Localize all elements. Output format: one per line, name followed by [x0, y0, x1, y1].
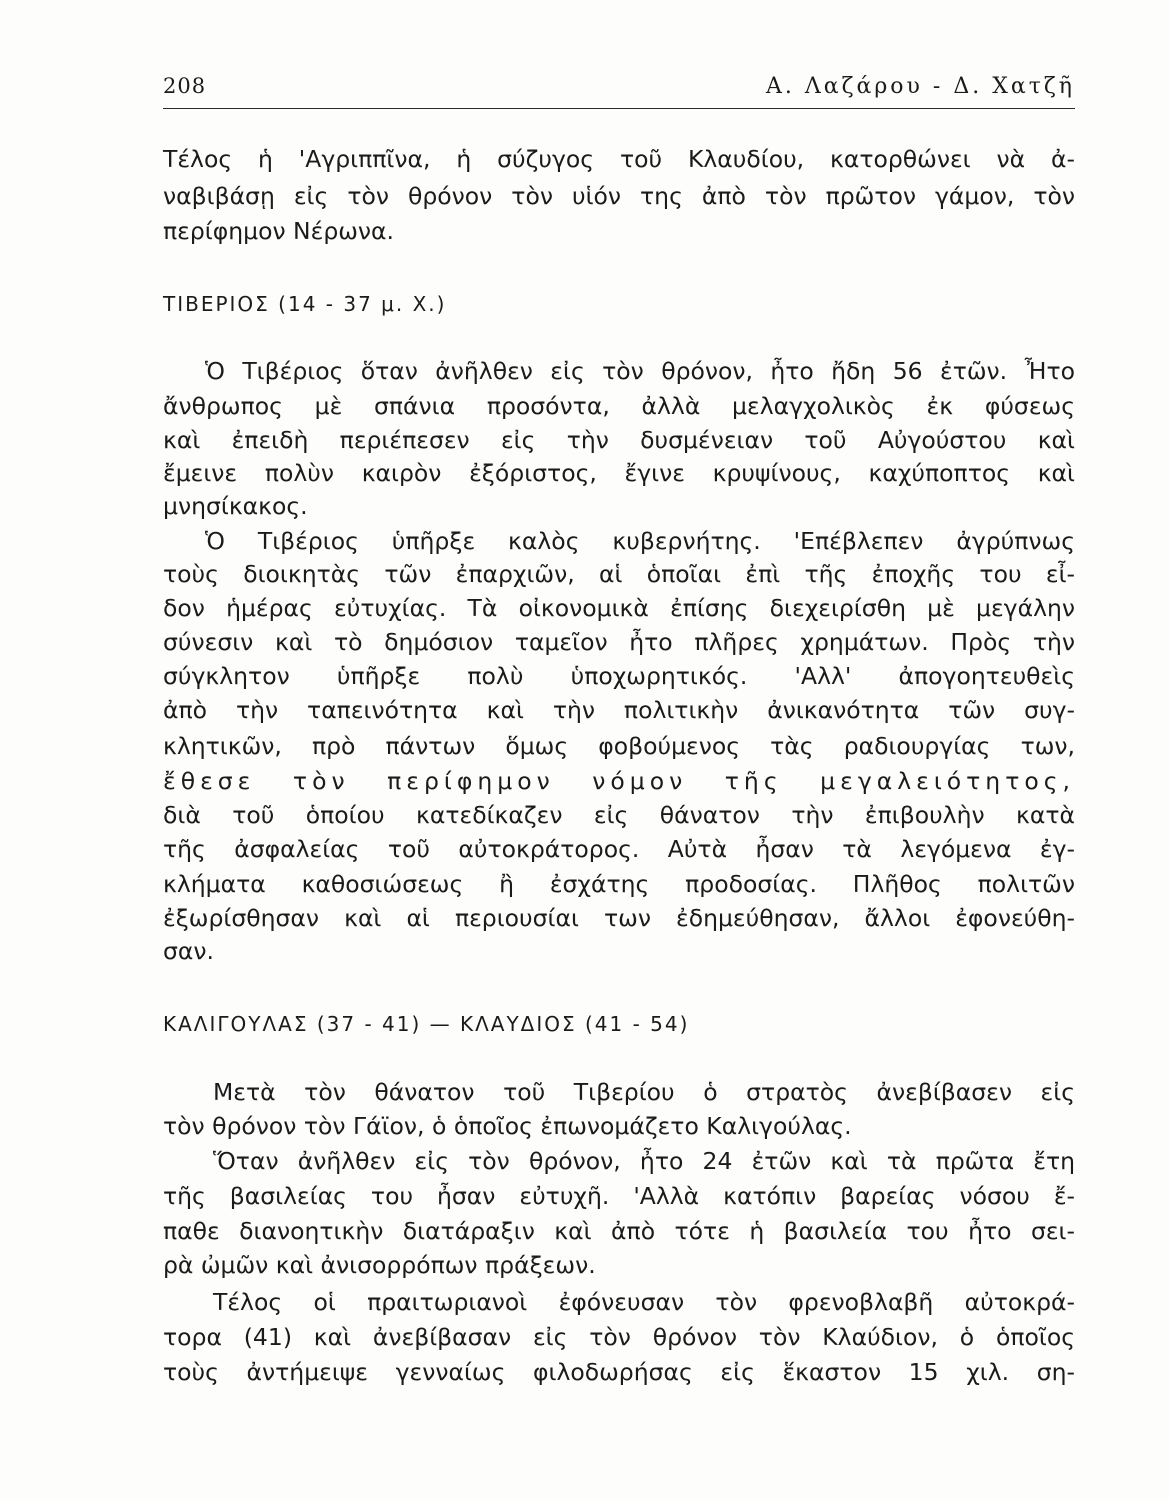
running-title: Α. Λαζάρου - Δ. Χατζῆ — [765, 74, 1075, 99]
text-line: ἀπὸ τὴν ταπεινότητα καὶ τὴν πολιτικὴν ἀνικανότητα τῶν συγ- — [163, 696, 1075, 724]
text-line: μνησίκακος. — [163, 492, 308, 520]
text-line: Μετὰ τὸν θάνατον τοῦ Τιβερίου ὁ στρατὸς ἀνεβίβασεν εἰς — [213, 1078, 1075, 1106]
text-line: ναβιβάσῃ εἰς τὸν θρόνον τὸν υἱόν της ἀπὸ τὸν πρῶτον γάμον, τὸν — [163, 182, 1075, 210]
text-line: Ὁ Τιβέριος ὑπῆρξε καλὸς κυβερνήτης. 'Επέβλεπεν ἀγρύπνως — [205, 527, 1075, 555]
text-line: τῆς ἀσφαλείας τοῦ αὐτοκράτορος. Αὐτὰ ἦσαν τὰ λεγόμενα ἐγ- — [163, 835, 1075, 863]
text-line: καὶ ἐπειδὴ περιέπεσεν εἰς τὴν δυσμένειαν τοῦ Αὐγούστου καὶ — [163, 426, 1075, 454]
text-line: σύνεσιν καὶ τὸ δημόσιον ταμεῖον ἦτο πλῆρες χρημάτων. Πρὸς τὴν — [163, 628, 1075, 656]
text-line: τοὺς διοικητὰς τῶν ἐπαρχιῶν, αἱ ὁποῖαι ἐπὶ τῆς ἐποχῆς του εἶ- — [163, 560, 1075, 588]
text-line: σύγκλητον ὑπῆρξε πολὺ ὑποχωρητικός. 'Αλλ' ἀπογοητευθεὶς — [163, 662, 1075, 690]
text-line: Τέλος ἡ 'Αγριππῖνα, ἡ σύζυγος τοῦ Κλαυδίου, κατορθώνει νὰ ἀ- — [163, 145, 1075, 173]
text-line: τὸν θρόνον τὸν Γάϊον, ὁ ὁποῖος ἐπωνομάζετο Καλιγούλας. — [163, 1112, 852, 1140]
text-line: περίφημον Νέρωνα. — [163, 217, 395, 245]
text-line: Ὁ Τιβέριος ὅταν ἀνῆλθεν εἰς τὸν θρόνον, ἦτο ἤδη 56 ἐτῶν. Ἦτο — [205, 357, 1075, 385]
text-line: κλητικῶν, πρὸ πάντων ὅμως φοβούμενος τὰς ραδιουργίας των, — [163, 732, 1075, 760]
text-line: σαν. — [163, 937, 214, 965]
text-line: παθε διανοητικὴν διατάραξιν καὶ ἀπὸ τότε ἡ βασιλεία του ἦτο σει- — [163, 1217, 1075, 1245]
text-line: διὰ τοῦ ὁποίου κατεδίκαζεν εἰς θάνατον τὴν ἐπιβουλὴν κατὰ — [163, 801, 1075, 829]
text-line: ἔμεινε πολὺν καιρὸν ἐξόριστος, ἔγινε κρυψίνους, καχύποπτος καὶ — [163, 459, 1075, 487]
text-line: τορα (41) καὶ ἀνεβίβασαν εἰς τὸν θρόνον τὸν Κλαύδιον, ὁ ὁποῖος — [163, 1323, 1075, 1351]
page-number: 208 — [163, 74, 207, 98]
text-line: δον ἡμέρας εὐτυχίας. Τὰ οἰκονομικὰ ἐπίσης διεχειρίσθη μὲ μεγάλην — [163, 594, 1075, 622]
text-line: ἔθεσε τὸν περίφημον νόμον τῆς μεγαλειότητος, — [163, 767, 1075, 795]
running-header — [163, 74, 1075, 109]
text-line: τοὺς ἀντήμειψε γενναίως φιλοδωρήσας εἰς ἕκαστον 15 χιλ. ση- — [163, 1358, 1075, 1386]
text-line: ρὰ ὠμῶν καὶ ἀνισορρόπων πράξεων. — [163, 1251, 596, 1279]
text-line: τῆς βασιλείας του ἦσαν εὐτυχῆ. 'Αλλὰ κατόπιν βαρείας νόσου ἔ- — [163, 1182, 1075, 1210]
section-heading-tiberius: ΤΙΒΕΡΙΟΣ (14 - 37 μ. Χ.) — [163, 292, 447, 316]
text-line: Τέλος οἱ πραιτωριανοὶ ἐφόνευσαν τὸν φρενοβλαβῆ αὐτοκρά- — [213, 1288, 1075, 1316]
text-line: κλήματα καθοσιώσεως ἢ ἐσχάτης προδοσίας. Πλῆθος πολιτῶν — [163, 870, 1075, 898]
text-line: Ὅταν ἀνῆλθεν εἰς τὸν θρόνον, ἦτο 24 ἐτῶν καὶ τὰ πρῶτα ἔτη — [213, 1147, 1075, 1175]
section-heading-caligula: ΚΑΛΙΓΟΥΛΑΣ (37 - 41) — ΚΛΑΥΔΙΟΣ (41 - 54) — [163, 1012, 690, 1036]
text-line: ἄνθρωπος μὲ σπάνια προσόντα, ἀλλὰ μελαγχολικὸς ἐκ φύσεως — [163, 392, 1075, 420]
text-line: ἐξωρίσθησαν καὶ αἱ περιουσίαι των ἐδημεύθησαν, ἄλλοι ἐφονεύθη- — [163, 904, 1075, 932]
